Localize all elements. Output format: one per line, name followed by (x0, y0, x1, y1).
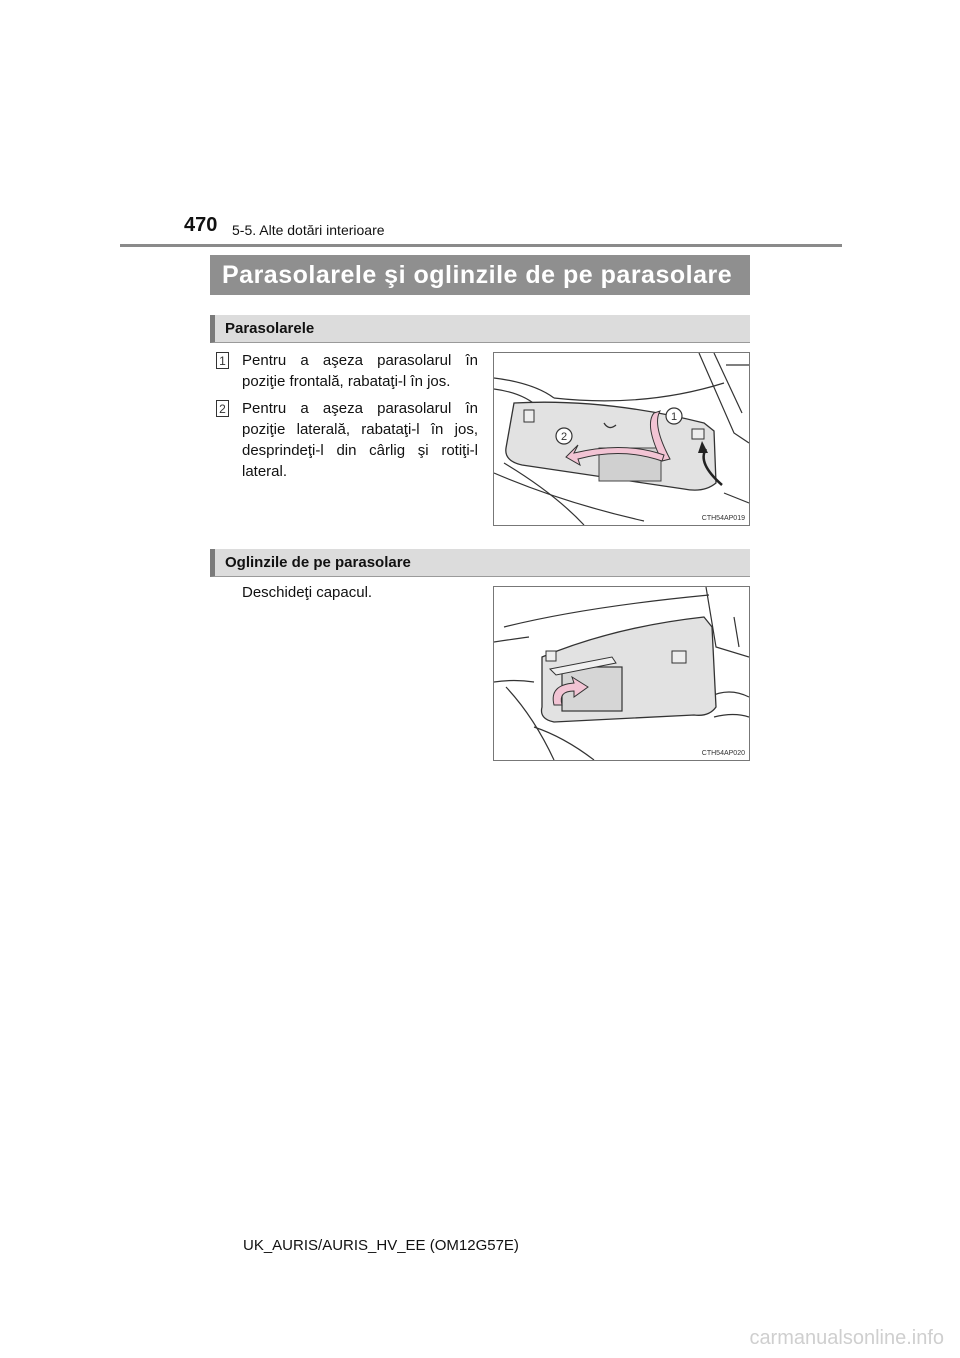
step-text-1: Pentru a aşeza parasolarul în poziţie frontală, rabataţi-l în jos. (242, 352, 478, 390)
step-number-2 (216, 400, 229, 417)
step-2 (216, 398, 478, 482)
svg-text:1: 1 (670, 411, 678, 423)
figure-code-2: CTH54AP020 (701, 750, 745, 757)
section-heading-parasolarele: Parasolarele (210, 315, 750, 343)
watermark: carmanualsonline.info (749, 1327, 944, 1349)
header-rule (120, 244, 842, 247)
svg-text:2: 2 (219, 402, 226, 416)
figure-vanity-mirror (493, 586, 750, 761)
footer-doc-code: UK_AURIS/AURIS_HV_EE (OM12G57E) (243, 1237, 519, 1254)
step-text-2: Pentru a aşeza parasolarul în poziţie laterală, rabataţi-l în jos, desprindeţi-l din cârlig şi rotiţi-l lateral. (242, 400, 478, 480)
figure-code-1: CTH54AP019 (701, 515, 745, 522)
svg-text:2: 2 (560, 431, 568, 443)
main-title: Parasolarele şi oglinzile de pe parasolare (210, 255, 750, 295)
page-number: 470 (184, 214, 218, 236)
step-1 (216, 350, 478, 392)
section-heading-oglinzile: Oglinzile de pe parasolare (210, 549, 750, 577)
svg-text:1: 1 (219, 354, 226, 368)
instruction-text: Deschideţi capacul. (242, 584, 373, 601)
step-number-1 (216, 352, 229, 369)
figure-sun-visor (493, 352, 750, 526)
chapter-title: 5-5. Alte dotări interioare (232, 222, 385, 238)
